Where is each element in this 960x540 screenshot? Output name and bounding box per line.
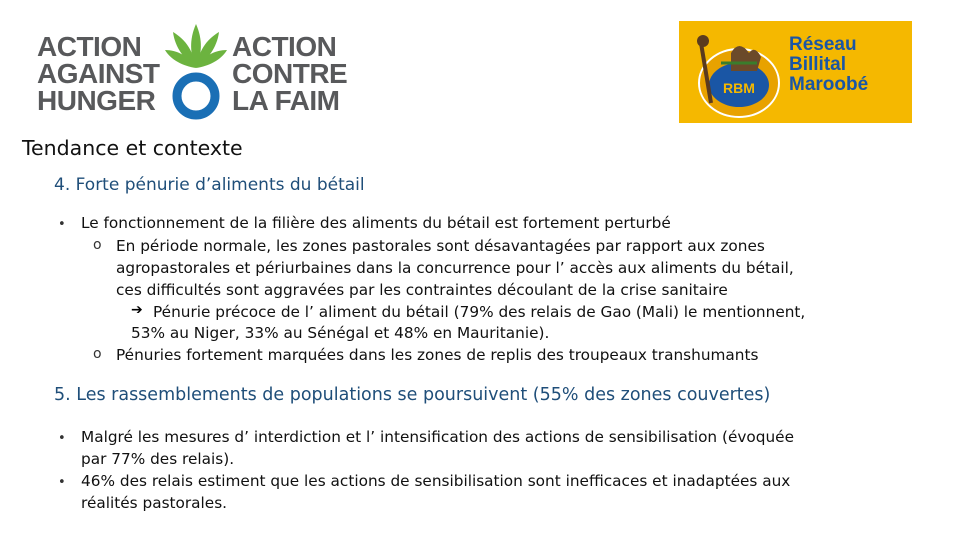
section5-bullet1-line: par 77% des relais). [81, 450, 235, 468]
section4-arrow-line: Pénurie précoce de l’ aliment du bétail (79% des relais de Gao (Mali) le mentionnent, [153, 303, 806, 321]
acf-logo-text-en: ACTION AGAINST HUNGER [37, 31, 160, 116]
section4-sub2: Pénuries fortement marquées dans les zones de replis des troupeaux transhumants [116, 346, 759, 364]
section5-bullet2-line: réalités pastorales. [81, 494, 228, 512]
acf-logo-emblem [165, 10, 227, 122]
rbm-name: Réseau Billital Maroobé [789, 34, 869, 95]
acf-logo-text-fr: ACTION CONTRE LA FAIM [232, 31, 348, 116]
sub-bullet-circle: o [93, 346, 102, 362]
rbm-logo [679, 21, 912, 123]
bullet-dot: • [58, 217, 66, 232]
section-heading-5: 5. Les rassemblements de populations se poursuivent (55% des zones couvertes) [54, 385, 771, 405]
section4-bullet: Le fonctionnement de la filière des aliments du bétail est fortement perturbé [81, 214, 671, 232]
svg-text:RBM: RBM [723, 80, 755, 96]
section5-bullet2-line: 46% des relais estiment que les actions de sensibilisation sont inefficaces et inadaptées aux [81, 472, 791, 490]
section4-sub1-line: ces difficultés sont aggravées par les contraintes découlant de la crise sanitaire [116, 281, 728, 299]
section5-bullet1-line: Malgré les mesures d’ interdiction et l’ intensification des actions de sensibilisation (évoquée [81, 428, 795, 446]
rbm-badge-emblem [681, 23, 787, 121]
bullet-dot: • [58, 431, 66, 446]
arrow-right-icon: ➔ [131, 302, 143, 318]
section4-sub1-line: En période normale, les zones pastorales sont désavantagées par rapport aux zones [116, 237, 765, 255]
page-title: Tendance et contexte [22, 136, 243, 160]
section4-sub1-line: agropastorales et périurbaines dans la concurrence pour l’ accès aux aliments du bétail, [116, 259, 794, 277]
section4-arrow-line: 53% au Niger, 33% au Sénégal et 48% en Mauritanie). [131, 324, 550, 342]
section-heading-4: 4. Forte pénurie d’aliments du bétail [54, 175, 365, 195]
sub-bullet-circle: o [93, 237, 102, 253]
bullet-dot: • [58, 475, 66, 490]
